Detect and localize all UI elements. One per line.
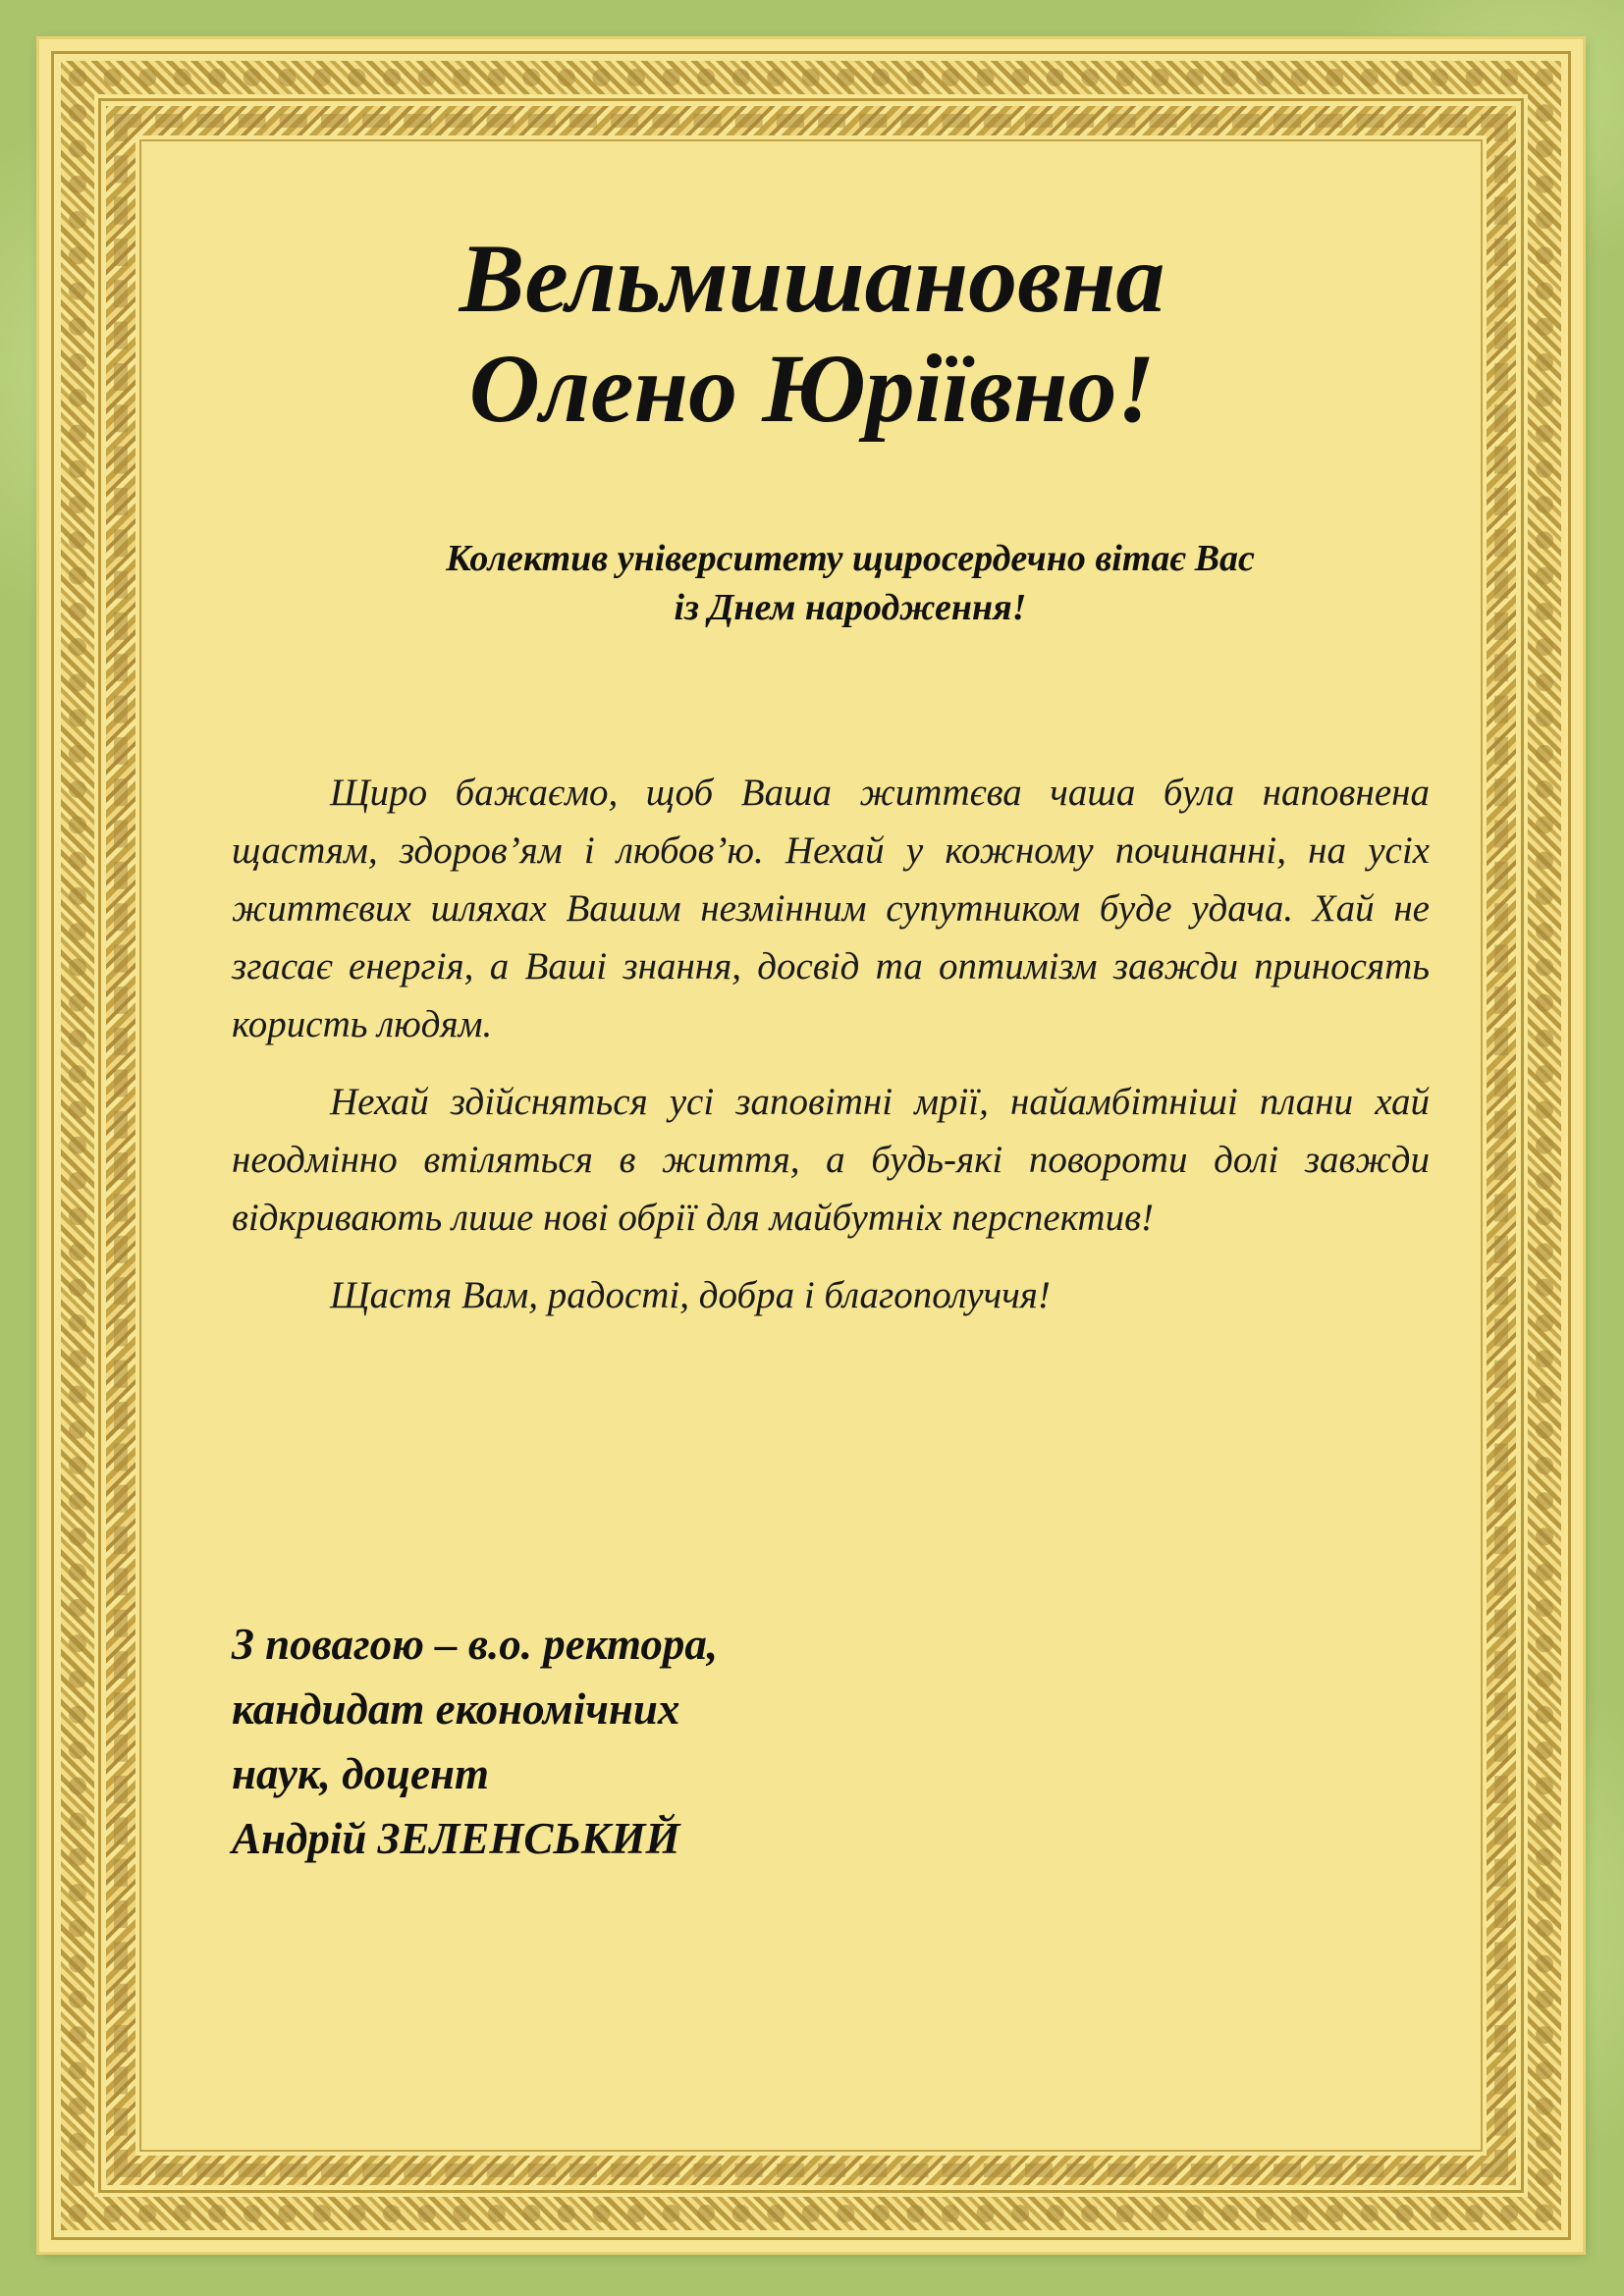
title-line-2: Олено Юріївно! xyxy=(468,334,1156,443)
wishes-paragraph-2: Нехай здійсняться усі заповітні мрії, найамбітніші плани хай неодмінно втіляться в життя, а будь-які повороти долі завжди відкривають лише нові обрії для майбутніх перспектив! xyxy=(232,1081,1430,1239)
signature-line-2: кандидат економічних xyxy=(232,1684,680,1734)
signature-name: Андрій ЗЕЛЕНСЬКИЙ xyxy=(232,1814,680,1863)
wishes-paragraph-3: Щастя Вам, радості, добра і благополуччя! xyxy=(330,1274,1051,1316)
addressee-title xyxy=(0,224,1624,444)
greeting-line-2: із Днем народження! xyxy=(674,587,1027,628)
title-line-1: Вельмишановна xyxy=(459,224,1165,333)
greeting-subtitle xyxy=(0,534,1624,632)
wishes-body xyxy=(232,764,1430,1344)
signature-line-1: З повагою – в.о. ректора, xyxy=(232,1620,719,1669)
signature-block xyxy=(232,1612,718,1871)
wishes-paragraph-1: Щиро бажаємо, щоб Ваша життєва чаша була наповнена щастям, здоров’ям і любов’ю. Нехай у кожному починанні, на усіх життєвих шляхах Вашим незмінним супутником буде удача. Хай не згасає енергія, а Ваші знання, досвід та оптимізм завжди приносять користь людям. xyxy=(232,772,1430,1045)
signature-line-3: наук, доцент xyxy=(232,1749,489,1798)
greeting-line-1: Колектив університету щиросердечно вітає Вас xyxy=(446,538,1255,579)
